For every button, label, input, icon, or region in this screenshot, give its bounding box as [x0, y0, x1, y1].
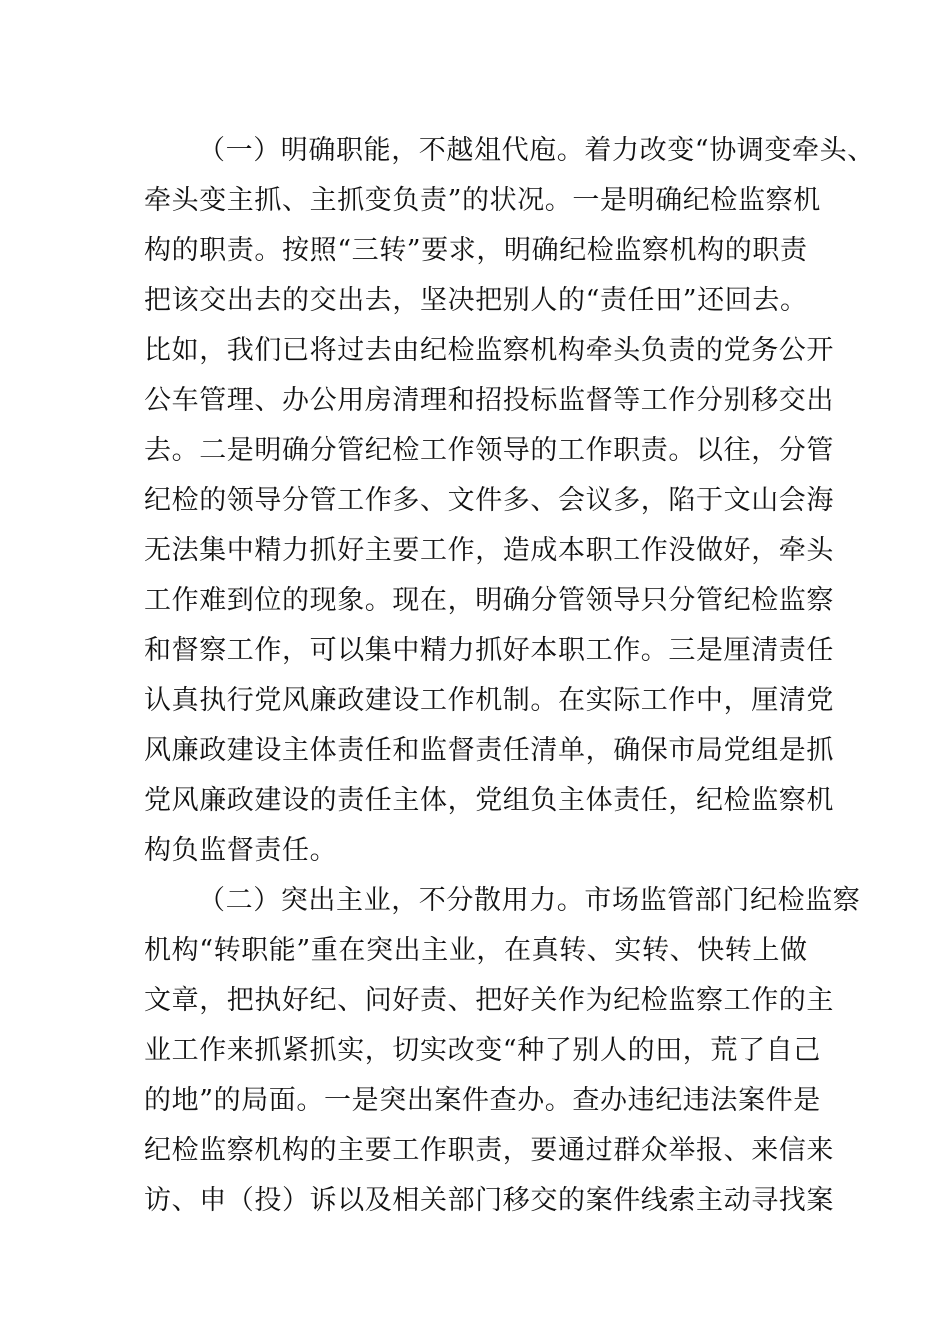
paragraph-2-line-1: （二）突出主业，不分散用力。市场监管部门纪检监察: [198, 885, 861, 916]
paragraph-2-line-2: 机构“转职能”重在突出主业，在真转、实转、快转上做: [144, 935, 808, 966]
paragraph-1-line-2: 牵头变主抓、主抓变负责”的状况。一是明确纪检监察机: [144, 185, 821, 216]
paragraph-1-line-7: 去。二是明确分管纪检工作领导的工作职责。以往，分管: [144, 435, 834, 466]
paragraph-1-line-5: 比如，我们已将过去由纪检监察机构牵头负责的党务公开: [144, 335, 834, 366]
paragraph-2-line-4: 业工作来抓紧抓实，切实改变“种了别人的田，荒了自己: [144, 1035, 821, 1066]
paragraph-2-line-5: 的地”的局面。一是突出案件查办。查办违纪违法案件是: [144, 1085, 821, 1116]
paragraph-1-line-8: 纪检的领导分管工作多、文件多、会议多，陷于文山会海: [144, 485, 834, 516]
paragraph-1-line-6: 公车管理、办公用房清理和招投标监督等工作分别移交出: [144, 385, 834, 416]
paragraph-2-line-6: 纪检监察机构的主要工作职责，要通过群众举报、来信来: [144, 1135, 834, 1166]
paragraph-1-line-4: 把该交出去的交出去，坚决把别人的“责任田”还回去。: [144, 285, 808, 316]
paragraph-2-line-7: 访、申（投）诉以及相关部门移交的案件线索主动寻找案: [144, 1185, 834, 1216]
paragraph-1-line-3: 构的职责。按照“三转”要求，明确纪检监察机构的职责: [144, 235, 808, 266]
paragraph-1-line-10: 工作难到位的现象。现在，明确分管领导只分管纪检监察: [144, 585, 834, 616]
paragraph-1-line-9: 无法集中精力抓好主要工作，造成本职工作没做好，牵头: [144, 535, 834, 566]
paragraph-1-line-14: 党风廉政建设的责任主体，党组负主体责任，纪检监察机: [144, 785, 834, 816]
paragraph-1-line-12: 认真执行党风廉政建设工作机制。在实际工作中，厘清党: [144, 685, 834, 716]
paragraph-1-line-13: 风廉政建设主体责任和监督责任清单，确保市局党组是抓: [144, 735, 834, 766]
paragraph-1-line-11: 和督察工作，可以集中精力抓好本职工作。三是厘清责任: [144, 635, 834, 666]
paragraph-2-line-3: 文章，把执好纪、问好责、把好关作为纪检监察工作的主: [144, 985, 834, 1016]
paragraph-1-line-15: 构负监督责任。: [144, 835, 338, 866]
paragraph-1-line-1: （一）明确职能，不越俎代庖。着力改变“协调变牵头、: [198, 135, 875, 166]
